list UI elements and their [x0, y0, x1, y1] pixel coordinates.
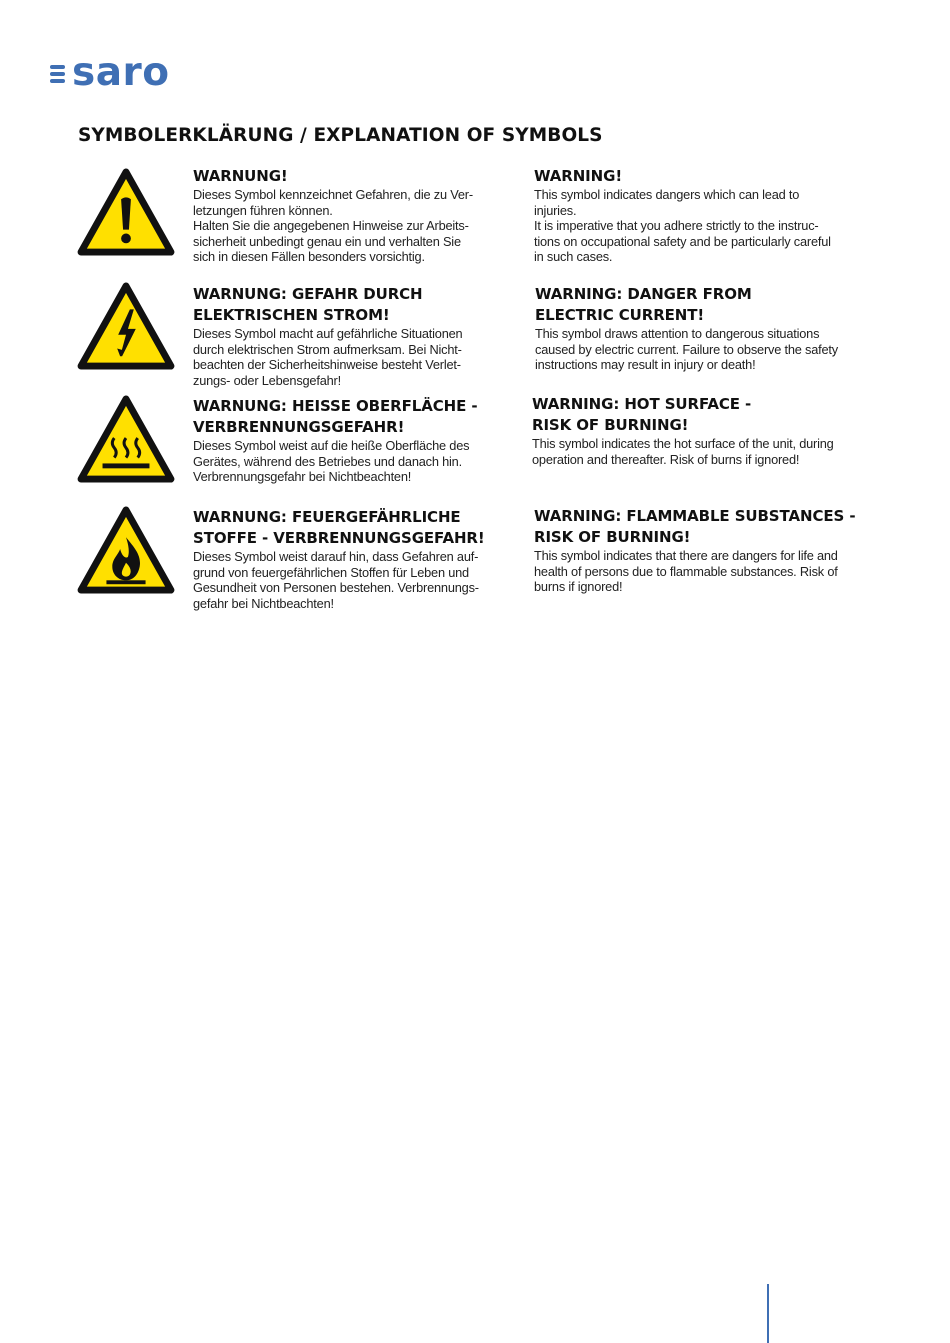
- symbol-3-de-line: Gerätes, während des Betriebes und danach hin.: [193, 453, 462, 469]
- symbol-4-en-line: This symbol indicates that there are dangers for life and: [534, 548, 838, 563]
- warning-exclamation-icon: [77, 168, 175, 256]
- symbol-2-de-line: Dieses Symbol macht auf gefährliche Situationen: [193, 326, 463, 341]
- symbol-2-en-text: [535, 284, 838, 373]
- symbol-4-en-heading: WARNING: FLAMMABLE SUBSTANCES -: [534, 507, 856, 525]
- symbol-4-de-line: gefahr bei Nichtbeachten!: [193, 595, 334, 611]
- symbol-3-en-text: [532, 394, 834, 467]
- symbol-1-de-text: [193, 166, 473, 265]
- flammable-icon: [77, 506, 175, 594]
- logo-mark-icon: [48, 59, 68, 87]
- page-title: SYMBOLERKLÄRUNG / EXPLANATION OF SYMBOLS: [78, 125, 603, 146]
- symbol-1-en-line: in such cases.: [534, 249, 613, 265]
- symbol-2-en-line: instructions may result in injury or death!: [535, 357, 756, 373]
- symbol-1-en-text: [534, 166, 831, 265]
- symbol-4-de-line: Dieses Symbol weist darauf hin, dass Gefahren auf-: [193, 549, 479, 564]
- symbol-4-de-heading: WARNUNG: FEUERGEFÄHRLICHE: [193, 508, 461, 526]
- symbol-4-de-text: [193, 507, 485, 611]
- symbol-1-de-line: Halten Sie die angegebenen Hinweise zur Arbeits-: [193, 218, 469, 234]
- symbol-3-en-heading: RISK OF BURNING!: [532, 416, 689, 434]
- symbol-3-de-text: [193, 396, 478, 485]
- symbol-2-en-line: caused by electric current. Failure to observe the safety: [535, 341, 838, 357]
- symbol-4-en-line: health of persons due to flammable substances. Risk of: [534, 563, 838, 579]
- symbol-4-en-line: burns if ignored!: [534, 579, 623, 595]
- symbol-3-de-line: Verbrennungsgefahr bei Nichtbeachten!: [193, 469, 412, 485]
- symbol-2-en-heading: ELECTRIC CURRENT!: [535, 306, 705, 324]
- symbol-3-en-heading: WARNING: HOT SURFACE -: [532, 395, 752, 413]
- symbol-1-en-line: It is imperative that you adhere strictly to the instruc-: [534, 218, 819, 234]
- symbol-1-de-heading: WARNUNG!: [193, 167, 288, 185]
- symbol-2-en-line: This symbol draws attention to dangerous situations: [535, 326, 820, 341]
- symbol-2-de-line: zungs- oder Lebensgefahr!: [193, 372, 341, 388]
- symbol-3-en-line: This symbol indicates the hot surface of the unit, during: [532, 436, 834, 451]
- symbol-2-de-heading: ELEKTRISCHEN STROM!: [193, 306, 390, 324]
- page-divider-line: [767, 1284, 769, 1343]
- symbol-2-de-line: durch elektrischen Strom aufmerksam. Bei Nicht-: [193, 341, 462, 357]
- symbol-1-de-line: sicherheit unbedingt genau ein und verhalten Sie: [193, 233, 461, 249]
- hot-surface-icon: [77, 395, 175, 483]
- symbol-4-en-heading: RISK OF BURNING!: [534, 528, 691, 546]
- symbol-1-de-line: Dieses Symbol kennzeichnet Gefahren, die zu Ver-: [193, 187, 473, 202]
- symbol-1-en-line: This symbol indicates dangers which can lead to: [534, 187, 800, 202]
- symbol-4-de-line: grund von feuergefährlichen Stoffen für Leben und: [193, 564, 469, 580]
- symbol-4-de-heading: STOFFE - VERBRENNUNGSGEFAHR!: [193, 529, 485, 547]
- symbol-2-de-text: [193, 284, 462, 388]
- symbol-3-en-line: operation and thereafter. Risk of burns if ignored!: [532, 451, 800, 467]
- symbol-1-en-line: injuries.: [534, 202, 577, 218]
- symbol-2-en-heading: WARNING: DANGER FROM: [535, 285, 752, 303]
- symbol-1-de-line: sich in diesen Fällen besonders vorsichtig.: [193, 249, 425, 265]
- symbol-3-de-heading: WARNUNG: HEISSE OBERFLÄCHE -: [193, 397, 478, 415]
- symbol-1-en-line: tions on occupational safety and be particularly careful: [534, 233, 831, 249]
- symbol-2-de-line: beachten der Sicherheitshinweise besteht Verlet-: [193, 357, 461, 373]
- symbol-4-de-line: Gesundheit von Personen bestehen. Verbrennungs-: [193, 580, 479, 596]
- symbol-3-de-heading: VERBRENNUNGSGEFAHR!: [193, 418, 405, 436]
- electric-hazard-icon: [77, 282, 175, 370]
- symbol-1-de-line: letzungen führen können.: [193, 202, 333, 218]
- symbol-2-de-heading: WARNUNG: GEFAHR DURCH: [193, 285, 423, 303]
- symbol-1-en-heading: WARNING!: [534, 167, 623, 185]
- symbol-3-de-line: Dieses Symbol weist auf die heiße Oberfläche des: [193, 438, 470, 453]
- logo-text: saro: [72, 50, 170, 95]
- symbol-4-en-text: [534, 506, 855, 595]
- saro-logo: [48, 52, 170, 94]
